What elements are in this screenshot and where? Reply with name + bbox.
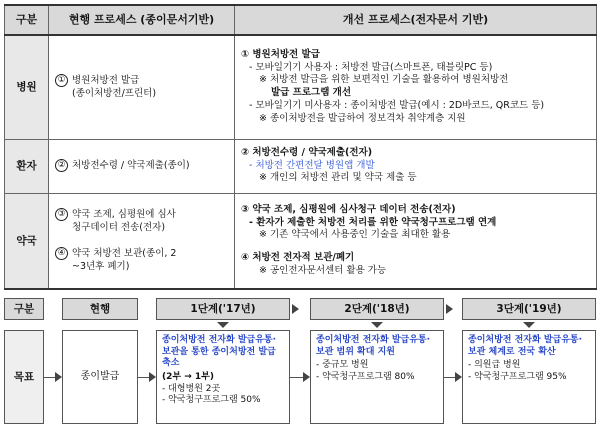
- stage-1-sub: (2부 → 1부): [162, 372, 214, 383]
- current-text: 약국 처방전 보관(종이, 2: [72, 247, 177, 259]
- goal-label: 목표: [4, 330, 44, 424]
- arrow-right-icon: [292, 304, 299, 314]
- current-text: 청구데이터 전송(전자): [72, 221, 166, 233]
- improved-line: ④ 처방전 전자적 보관/폐기: [241, 252, 355, 264]
- current-text: 약국 조제, 심평원에 심사: [72, 209, 176, 221]
- step-number: ②: [55, 159, 68, 172]
- stage-2-box: [310, 330, 444, 424]
- stage-1-box: [156, 330, 290, 424]
- arrow-right-icon: [303, 372, 310, 382]
- table-row-pharmacy: [5, 193, 597, 289]
- current-text: 처방전수령 / 약국제출(종이): [72, 160, 190, 172]
- improved-line: ※ 종이처방전을 발급하여 정보격차 취약계층 지원: [259, 112, 466, 124]
- header-improved-process: 개선 프로세스(전자문서 기반): [235, 5, 597, 35]
- stage-3-box: [462, 330, 596, 424]
- improved-line: ① 병원처방전 발급: [241, 48, 320, 60]
- arrow-right-icon: [149, 372, 156, 382]
- roadmap-header-current: 현행: [62, 298, 138, 320]
- header-category: 구분: [5, 5, 49, 35]
- stage-2-title: 종이처방전 전자화 발급유통·보관 범위 확대 지원: [316, 335, 431, 357]
- stage-3-item: - 약국청구프로그램 95%: [468, 372, 567, 383]
- stage-3-item: - 의원급 병원: [468, 360, 521, 371]
- arrow-right-icon: [55, 372, 62, 382]
- arrow-down-icon: [523, 322, 535, 328]
- step-number: ③: [55, 208, 68, 221]
- stage-3-title: 종이처방전 전자화 발급유통·보관 체계로 전국 확산: [468, 335, 583, 357]
- improved-line: ② 처방전수령 / 약국제출(전자): [241, 146, 373, 158]
- roadmap-diagram: [4, 298, 596, 424]
- current-text: (종이처방전/프린터): [72, 87, 157, 99]
- improved-patient-cell: [235, 139, 597, 193]
- step-number: ④: [55, 247, 68, 260]
- header-current-process: 현행 프로세스 (종이문서기반): [49, 5, 235, 35]
- improved-line: - 환자가 제출한 처방전 처리를 위한 약국청구프로그램 연계: [249, 216, 497, 228]
- improved-line: ※ 기존 약국에서 사용중인 기술을 최대한 활용: [259, 229, 451, 241]
- row-category-pharmacy: 약국: [5, 193, 49, 289]
- stage-1-item: - 대형병원 2곳: [162, 383, 221, 394]
- stage-1-title: 종이처방전 전자화 발급유통·보관을 통한 종이처방전 발급 축소: [162, 335, 277, 369]
- roadmap-header-category: 구분: [4, 298, 44, 320]
- stage-1-item: - 약국청구프로그램 50%: [162, 395, 261, 406]
- current-text: ~3년후 폐기): [72, 260, 130, 272]
- table-row-patient: [5, 139, 597, 193]
- current-patient-cell: [49, 139, 235, 193]
- stage-2-item: - 약국청구프로그램 80%: [316, 372, 415, 383]
- improved-line: ※ 공인전자문서센터 활용 가능: [259, 264, 387, 276]
- row-category-patient: 환자: [5, 139, 49, 193]
- arrow-right-icon: [455, 372, 462, 382]
- current-goal-box: 종이발급: [62, 330, 138, 424]
- current-text: 병원처방전 발급: [72, 74, 140, 86]
- improved-line: ③ 약국 조제, 심평원에 심사청구 데이터 전송(전자): [241, 203, 456, 215]
- process-comparison-table: [4, 4, 597, 290]
- arrow-right-icon: [446, 304, 453, 314]
- current-pharmacy-cell: [49, 193, 235, 289]
- stage-2-item: - 중규모 병원: [316, 360, 369, 371]
- improved-hospital-cell: [235, 35, 597, 139]
- improved-line: - 처방전 간편전달 병원앱 개발: [249, 159, 375, 171]
- table-row-hospital: [5, 35, 597, 139]
- improved-line: - 모바일기기 미사용자 : 종이처방전 발급(예시 : 2D바코드, QR코드 등): [249, 100, 545, 112]
- current-hospital-cell: [49, 35, 235, 139]
- arrow-down-icon: [371, 322, 383, 328]
- arrow-down-icon: [217, 322, 229, 328]
- improved-line: 발급 프로그램 개선: [271, 87, 352, 99]
- roadmap-header-stage-1: 1단계('17년): [156, 298, 290, 320]
- row-category-hospital: 병원: [5, 35, 49, 139]
- roadmap-header-stage-2: 2단계('18년): [310, 298, 444, 320]
- roadmap-header-stage-3: 3단계('19년): [462, 298, 596, 320]
- improved-pharmacy-cell: [235, 193, 597, 289]
- improved-line: ※ 개인의 처방전 관리 및 약국 제출 등: [259, 172, 417, 184]
- connector-line: [290, 377, 304, 378]
- improved-line: ※ 처방전 발급을 위한 보편적인 기술을 활용하여 병원처방전: [259, 74, 509, 86]
- step-number: ①: [55, 74, 68, 87]
- table-header-row: [5, 5, 597, 35]
- improved-line: - 모바일기기 사용자 : 처방전 발급(스마트폰, 태블릿PC 등): [249, 61, 493, 73]
